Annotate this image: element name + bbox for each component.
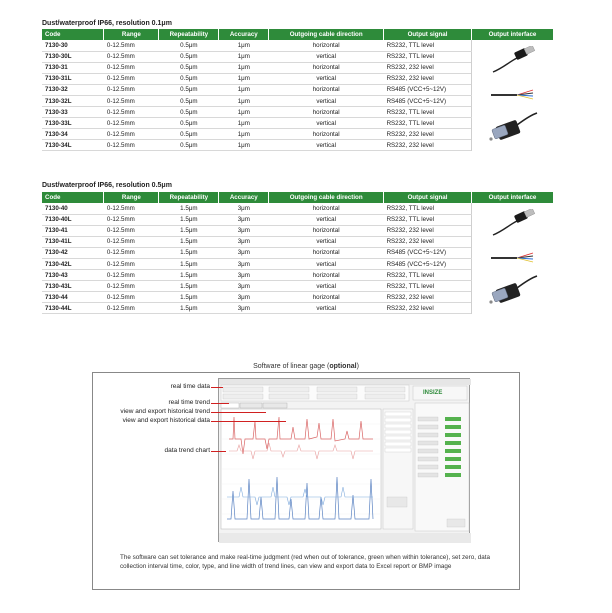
rs485-wires-icon (487, 250, 539, 264)
cell-code: 7130-41 (42, 225, 104, 236)
header-accuracy: Accuracy (219, 29, 269, 40)
cell-cable-direction: horizontal (269, 40, 384, 51)
cell-range: 0-12.5mm (104, 292, 159, 303)
cell-output-signal: RS232, 232 level (384, 236, 472, 247)
callout-line-data-trend-chart (211, 451, 226, 452)
header-cable-direction: Outgoing cable direction (269, 29, 384, 40)
cell-range: 0-12.5mm (104, 258, 159, 269)
callout-line-real-time-trend (211, 403, 229, 404)
cell-range: 0-12.5mm (104, 236, 159, 247)
cell-accuracy: 3μm (219, 258, 269, 269)
cell-repeatability: 0.5μm (159, 51, 219, 62)
cell-repeatability: 1.5μm (159, 225, 219, 236)
software-screenshot (218, 378, 470, 542)
cell-range: 0-12.5mm (104, 62, 159, 73)
db9-serial-connector-icon (487, 111, 539, 145)
cell-output-interface (472, 84, 554, 106)
callout-view-export-data: view and export historical data (122, 417, 210, 424)
cell-code: 7130-44L (42, 303, 104, 314)
table-row (42, 247, 554, 258)
cell-repeatability: 0.5μm (159, 129, 219, 140)
cell-cable-direction: horizontal (269, 129, 384, 140)
db9-serial-connector-icon (487, 274, 539, 308)
cell-code: 7130-44 (42, 292, 104, 303)
cell-range: 0-12.5mm (104, 281, 159, 292)
header-output-interface: Output interface (472, 192, 554, 203)
cell-output-interface (472, 270, 554, 314)
header-accuracy: Accuracy (219, 192, 269, 203)
cell-accuracy: 1μm (219, 95, 269, 106)
cell-repeatability: 1.5μm (159, 281, 219, 292)
header-cable-direction: Outgoing cable direction (269, 192, 384, 203)
cell-output-signal: RS232, 232 level (384, 129, 472, 140)
cell-repeatability: 0.5μm (159, 107, 219, 118)
cell-output-signal: RS232, TTL level (384, 270, 472, 281)
cell-output-signal: RS232, 232 level (384, 140, 472, 151)
cell-repeatability: 1.5μm (159, 214, 219, 225)
usb-cable-icon (487, 209, 539, 239)
cell-accuracy: 1μm (219, 118, 269, 129)
cell-cable-direction: vertical (269, 214, 384, 225)
cell-range: 0-12.5mm (104, 51, 159, 62)
cell-accuracy: 3μm (219, 236, 269, 247)
cell-cable-direction: horizontal (269, 270, 384, 281)
table-row (42, 203, 554, 214)
cell-output-signal: RS232, 232 level (384, 73, 472, 84)
table-header-row (42, 29, 554, 40)
callout-line-real-time-data (211, 387, 223, 388)
cell-code: 7130-34L (42, 140, 104, 151)
header-output-signal: Output signal (384, 29, 472, 40)
cell-accuracy: 1μm (219, 51, 269, 62)
cell-output-signal: RS232, 232 level (384, 62, 472, 73)
cell-output-signal: RS232, 232 level (384, 303, 472, 314)
cell-repeatability: 0.5μm (159, 118, 219, 129)
cell-output-signal: RS232, TTL level (384, 40, 472, 51)
cell-code: 7130-30 (42, 40, 104, 51)
cell-accuracy: 3μm (219, 247, 269, 258)
cell-code: 7130-31 (42, 62, 104, 73)
software-screenshot-image (219, 379, 471, 543)
cell-output-signal: RS232, TTL level (384, 281, 472, 292)
cell-code: 7130-33L (42, 118, 104, 129)
cell-accuracy: 1μm (219, 140, 269, 151)
rs485-wires-icon (487, 87, 539, 101)
cell-accuracy: 3μm (219, 225, 269, 236)
cell-range: 0-12.5mm (104, 270, 159, 281)
cell-accuracy: 3μm (219, 303, 269, 314)
callout-line-view-export-data (211, 421, 286, 422)
header-code: Code (42, 29, 104, 40)
cell-output-signal: RS232, TTL level (384, 107, 472, 118)
cell-repeatability: 1.5μm (159, 303, 219, 314)
table-row (42, 107, 554, 118)
cell-cable-direction: vertical (269, 258, 384, 269)
section-2-title: Dust/waterproof IP66, resolution 0.5μm (42, 182, 172, 189)
cell-output-signal: RS485 (VCC+5~12V) (384, 247, 472, 258)
cell-accuracy: 1μm (219, 40, 269, 51)
cell-code: 7130-40L (42, 214, 104, 225)
cell-output-signal: RS232, TTL level (384, 118, 472, 129)
cell-cable-direction: vertical (269, 95, 384, 106)
cell-accuracy: 3μm (219, 270, 269, 281)
cell-cable-direction: horizontal (269, 84, 384, 95)
cell-range: 0-12.5mm (104, 140, 159, 151)
table-row (42, 40, 554, 51)
table-row (42, 270, 554, 281)
callout-data-trend-chart: data trend chart (164, 447, 210, 454)
cell-output-signal: RS485 (VCC+5~12V) (384, 258, 472, 269)
cell-accuracy: 3μm (219, 203, 269, 214)
cell-code: 7130-42 (42, 247, 104, 258)
cell-accuracy: 1μm (219, 107, 269, 118)
cell-range: 0-12.5mm (104, 107, 159, 118)
cell-cable-direction: horizontal (269, 62, 384, 73)
cell-output-signal: RS485 (VCC+5~12V) (384, 84, 472, 95)
cell-code: 7130-43L (42, 281, 104, 292)
header-output-interface: Output interface (472, 29, 554, 40)
cell-repeatability: 1.5μm (159, 258, 219, 269)
header-repeatability: Repeatability (159, 192, 219, 203)
cell-range: 0-12.5mm (104, 214, 159, 225)
cell-accuracy: 1μm (219, 73, 269, 84)
cell-repeatability: 1.5μm (159, 270, 219, 281)
cell-repeatability: 0.5μm (159, 95, 219, 106)
cell-cable-direction: vertical (269, 236, 384, 247)
spec-table-resolution-0-1 (42, 29, 554, 151)
cell-repeatability: 0.5μm (159, 140, 219, 151)
cell-code: 7130-34 (42, 129, 104, 140)
cell-cable-direction: horizontal (269, 107, 384, 118)
cell-code: 7130-31L (42, 73, 104, 84)
spec-table-resolution-0-5 (42, 192, 554, 314)
cell-output-signal: RS485 (VCC+5~12V) (384, 95, 472, 106)
software-title (0, 363, 612, 370)
cell-code: 7130-42L (42, 258, 104, 269)
software-title-prefix: Software of linear gage ( (253, 363, 330, 370)
cell-cable-direction: horizontal (269, 225, 384, 236)
cell-range: 0-12.5mm (104, 129, 159, 140)
cell-range: 0-12.5mm (104, 303, 159, 314)
cell-range: 0-12.5mm (104, 95, 159, 106)
table-row (42, 84, 554, 95)
cell-output-signal: RS232, 232 level (384, 225, 472, 236)
cell-output-interface (472, 247, 554, 269)
cell-repeatability: 1.5μm (159, 292, 219, 303)
cell-accuracy: 3μm (219, 214, 269, 225)
cell-output-interface (472, 203, 554, 247)
svg-text:INSIZE: INSIZE (423, 390, 443, 396)
cell-repeatability: 0.5μm (159, 84, 219, 95)
software-caption: The software can set tolerance and make real-time judgment (red when out of tolerance, green when within tolerance), set zero, data collection interval time, color, type, and line width of trend lines, can view and export data to Excel report or BMP image (120, 554, 490, 570)
header-code: Code (42, 192, 104, 203)
section-1-title: Dust/waterproof IP66, resolution 0.1μm (42, 20, 172, 27)
callout-real-time-data: real time data (170, 383, 210, 390)
cell-repeatability: 1.5μm (159, 247, 219, 258)
cell-range: 0-12.5mm (104, 40, 159, 51)
cell-code: 7130-32L (42, 95, 104, 106)
header-repeatability: Repeatability (159, 29, 219, 40)
cell-cable-direction: vertical (269, 51, 384, 62)
cell-output-interface (472, 107, 554, 151)
cell-range: 0-12.5mm (104, 118, 159, 129)
cell-repeatability: 0.5μm (159, 62, 219, 73)
callout-real-time-trend: real time trend (168, 399, 210, 406)
cell-code: 7130-32 (42, 84, 104, 95)
cell-repeatability: 1.5μm (159, 203, 219, 214)
cell-repeatability: 1.5μm (159, 236, 219, 247)
header-output-signal: Output signal (384, 192, 472, 203)
callout-view-export-trend: view and export historical trend (120, 408, 210, 415)
cell-accuracy: 3μm (219, 281, 269, 292)
cell-repeatability: 0.5μm (159, 40, 219, 51)
cell-range: 0-12.5mm (104, 203, 159, 214)
cell-cable-direction: vertical (269, 73, 384, 84)
cell-cable-direction: vertical (269, 140, 384, 151)
cell-cable-direction: horizontal (269, 247, 384, 258)
table-header-row (42, 192, 554, 203)
cell-range: 0-12.5mm (104, 225, 159, 236)
software-title-optional: optional (329, 363, 357, 370)
cell-code: 7130-33 (42, 107, 104, 118)
cell-repeatability: 0.5μm (159, 73, 219, 84)
cell-output-signal: RS232, 232 level (384, 292, 472, 303)
cell-range: 0-12.5mm (104, 247, 159, 258)
header-range: Range (104, 29, 159, 40)
cell-cable-direction: vertical (269, 281, 384, 292)
cell-accuracy: 3μm (219, 292, 269, 303)
cell-cable-direction: vertical (269, 118, 384, 129)
cell-output-interface (472, 40, 554, 84)
usb-cable-icon (487, 46, 539, 76)
cell-output-signal: RS232, TTL level (384, 203, 472, 214)
cell-accuracy: 1μm (219, 84, 269, 95)
cell-output-signal: RS232, TTL level (384, 214, 472, 225)
software-title-suffix: ) (356, 363, 359, 370)
cell-code: 7130-40 (42, 203, 104, 214)
cell-output-signal: RS232, TTL level (384, 51, 472, 62)
cell-cable-direction: horizontal (269, 292, 384, 303)
cell-cable-direction: vertical (269, 303, 384, 314)
header-range: Range (104, 192, 159, 203)
cell-range: 0-12.5mm (104, 84, 159, 95)
cell-range: 0-12.5mm (104, 73, 159, 84)
callout-line-view-export-trend (211, 412, 266, 413)
cell-accuracy: 1μm (219, 129, 269, 140)
cell-code: 7130-43 (42, 270, 104, 281)
cell-accuracy: 1μm (219, 62, 269, 73)
cell-cable-direction: horizontal (269, 203, 384, 214)
cell-code: 7130-41L (42, 236, 104, 247)
cell-code: 7130-30L (42, 51, 104, 62)
